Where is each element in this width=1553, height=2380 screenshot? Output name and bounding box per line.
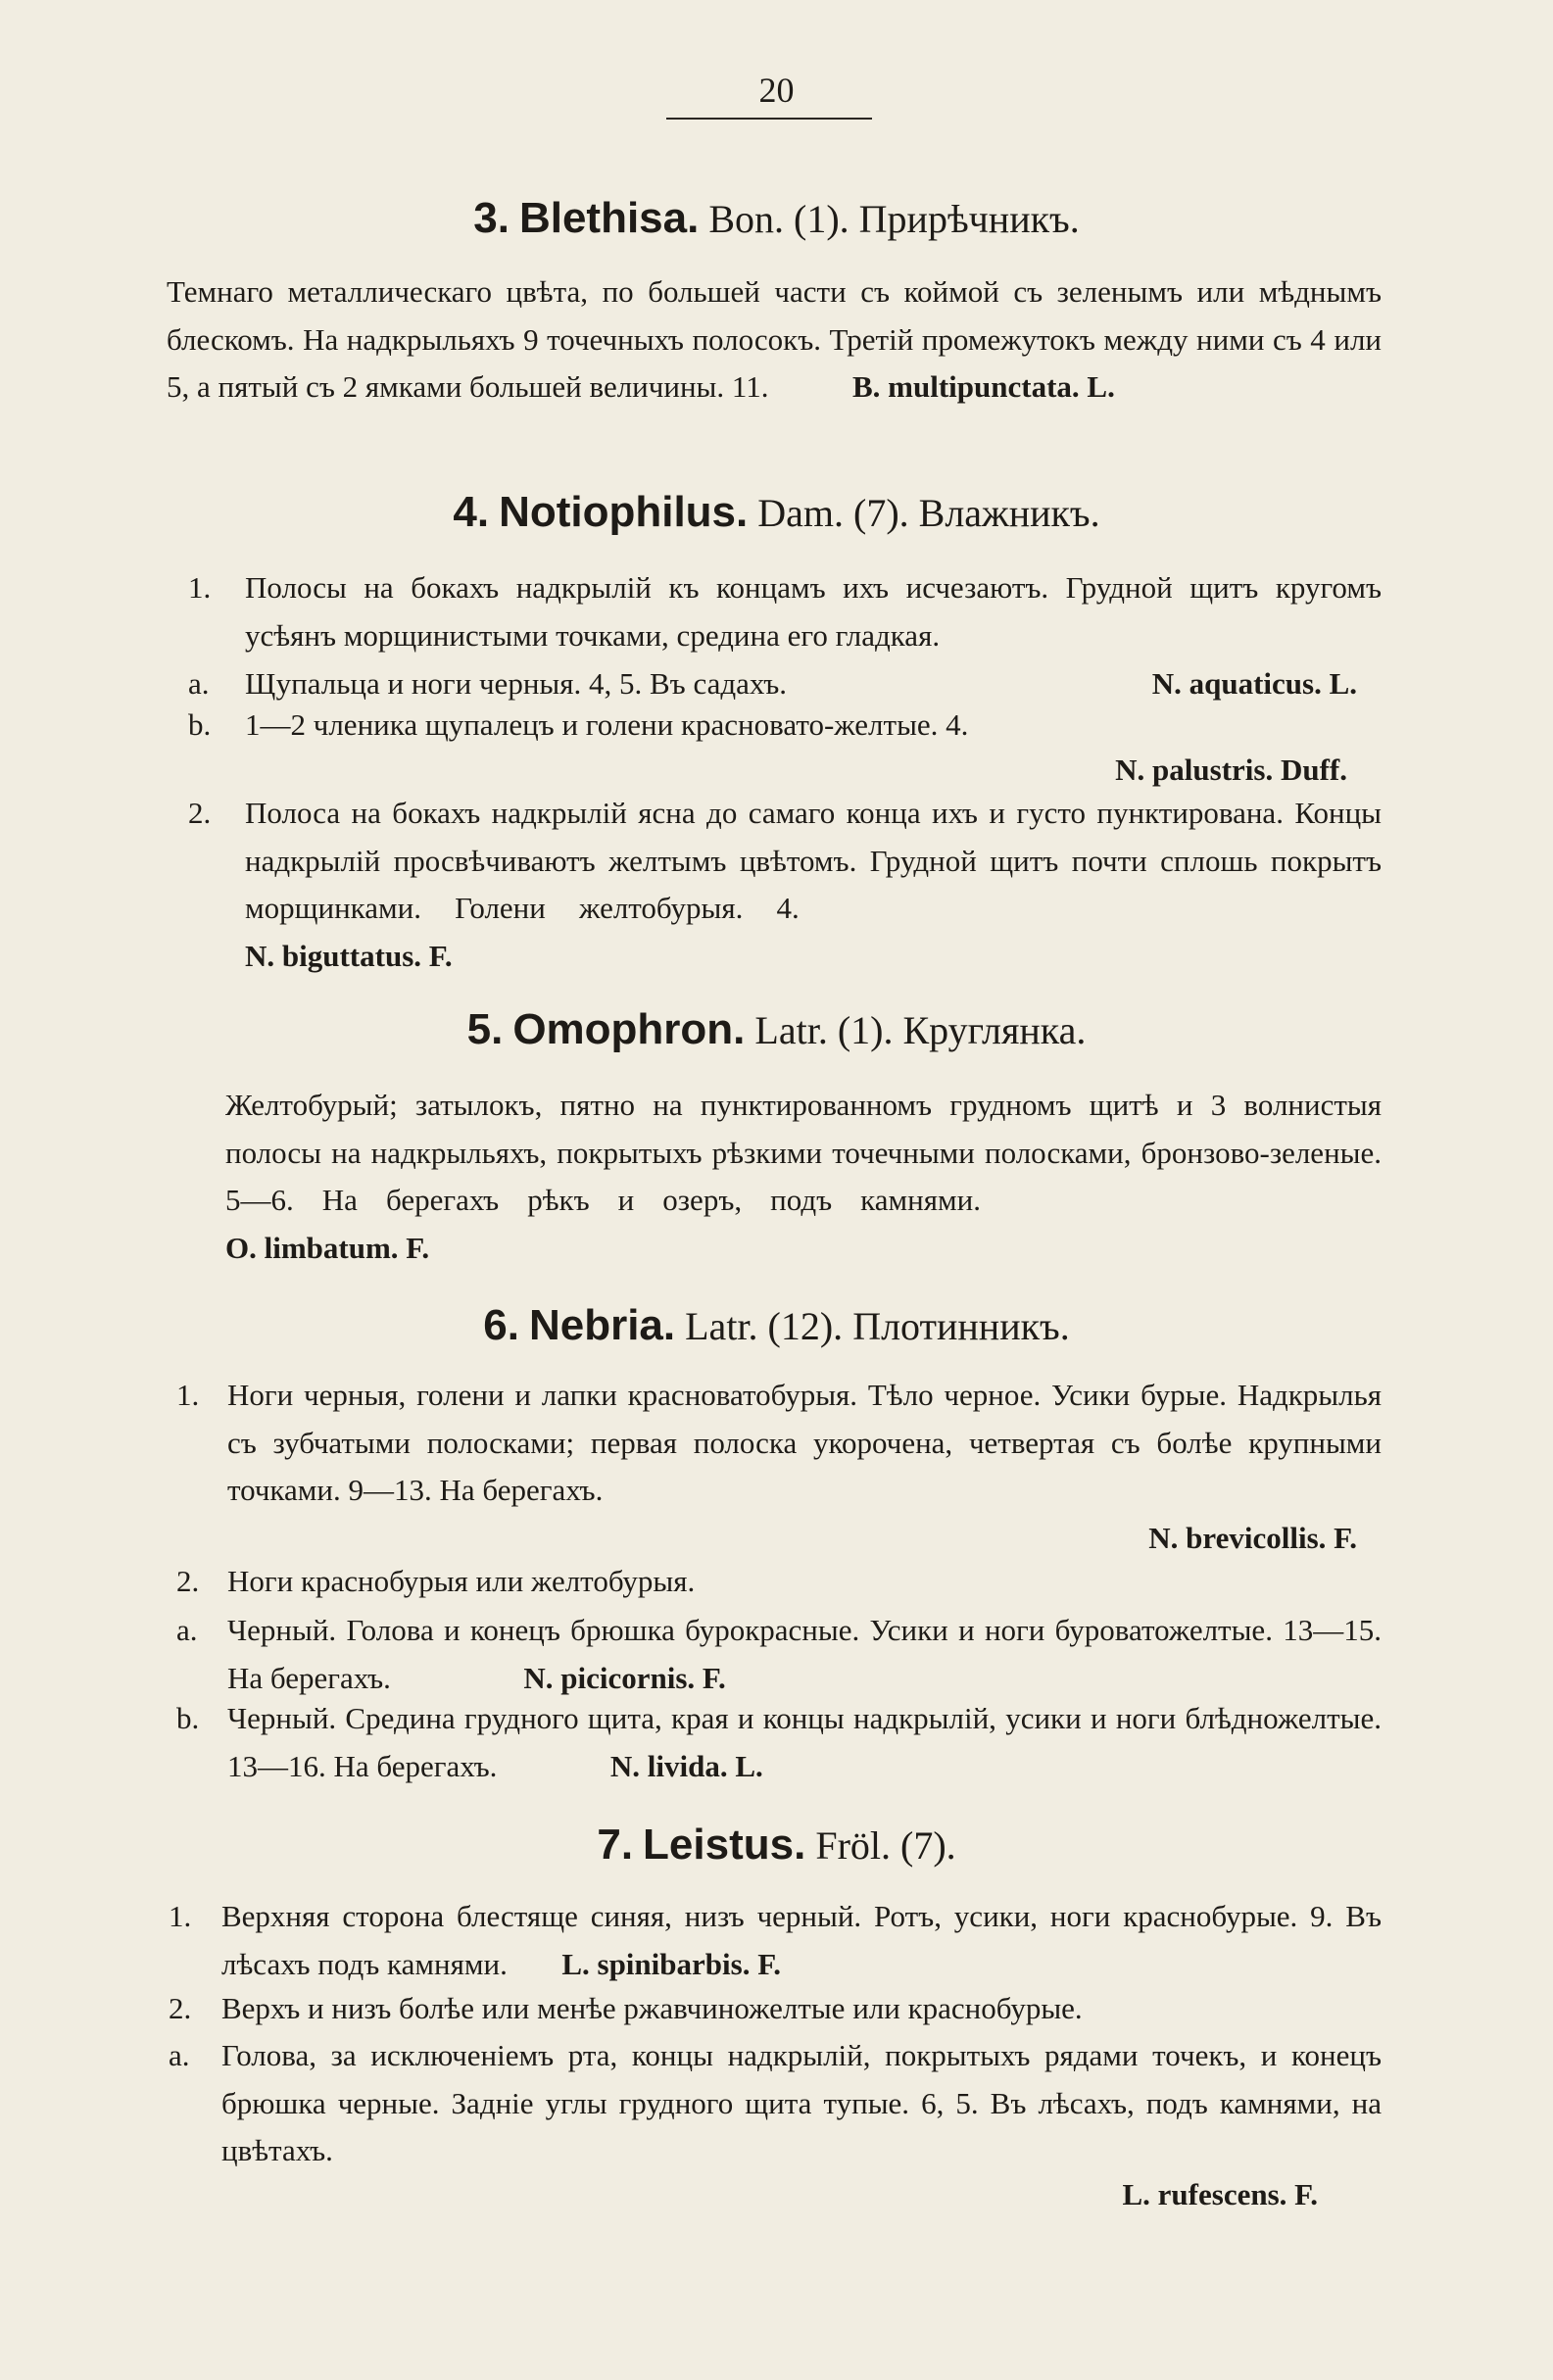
- entry-text: [167, 268, 1382, 412]
- entry-body: Полоса на бокахъ надкрылій ясна до самаго конца ихъ и густо пунктирована. Концы надкрылій просвѣчиваютъ желтымъ цвѣтомъ. Грудной щитъ почти сплошь покрытъ морщинками. Голени желтобурыя. 4.: [245, 796, 1382, 926]
- entry-text: Ноги черныя, голени и лапки красноватобурыя. Тѣло черное. Усики бурые. Надкрылья съ зубчатыми полосками; первая полоска укорочена, четвертая съ болѣе крупными точками. 9—13. На берегахъ.: [227, 1378, 1382, 1508]
- species-name: O. limbatum. F.: [225, 1230, 430, 1265]
- genus-author: Latr. (12).: [685, 1304, 844, 1348]
- entry-mark: 1.: [176, 1378, 200, 1412]
- entry-body: Черный. Голова и конецъ брюшка бурокрасные. Усики и ноги буроватожелтые. 13—15. На берегахъ.: [227, 1613, 1382, 1695]
- entry-body: Темнаго металлическаго цвѣта, по большей части съ коймой съ зеленымъ или мѣднымъ блескомъ. На надкрыльяхъ 9 точечныхъ полосокъ. Третій промежутокъ между ними съ 4 или 5, а пятый съ 2 ямками большей величины. 11.: [167, 274, 1382, 405]
- section-number: 4.: [453, 488, 490, 536]
- russian-name: Круглянка.: [902, 1008, 1087, 1052]
- section-heading-leistus: [0, 1819, 1553, 1872]
- genus-name: Blethisa.: [518, 194, 700, 242]
- section-heading-notiophilus: [0, 486, 1553, 540]
- entry-text: 1—2 членика щупалецъ и голени красновато-желтые. 4.: [245, 707, 969, 742]
- genus-author: Dam. (7).: [757, 491, 909, 535]
- entry-mark: 2.: [188, 796, 212, 830]
- entry-text: [221, 1893, 1382, 1988]
- entry-text: Полосы на бокахъ надкрылій къ концамъ ихъ исчезаютъ. Грудной щитъ кругомъ усѣянъ морщинистыми точками, средина его гладкая.: [245, 570, 1382, 653]
- species-name: L. spinibarbis. F.: [561, 1946, 782, 1981]
- entry-mark: 2.: [176, 1564, 200, 1598]
- entry-mark: a.: [176, 1613, 198, 1647]
- entry-text: [245, 790, 1382, 980]
- genus-author: Fröl. (7).: [815, 1823, 956, 1868]
- genus-author: Bon. (1).: [708, 197, 849, 241]
- entry-text: Голова, за исключеніемъ рта, концы надкрылій, покрытыхъ рядами точекъ, и конецъ брюшка черные. Задніе углы грудного щита тупые. 6, 5. Въ лѣсахъ, подъ камнями, на цвѣтахъ.: [221, 2038, 1382, 2168]
- species-name: L. rufescens. F.: [1122, 2177, 1318, 2211]
- genus-name: Nebria.: [528, 1301, 676, 1349]
- species-name: N. picicornis. F.: [523, 1660, 726, 1695]
- russian-name: Влажникъ.: [918, 491, 1100, 535]
- species-name: N. brevicollis. F.: [1148, 1521, 1357, 1555]
- entry-mark: 2.: [169, 1991, 192, 2025]
- species-name: N. aquaticus. L.: [1151, 666, 1357, 701]
- entry-text: Верхъ и низъ болѣе или менѣе ржавчиножелтые или краснобурые.: [221, 1991, 1083, 2025]
- section-heading-nebria: [0, 1299, 1553, 1353]
- section-number: 3.: [473, 194, 510, 242]
- entry-mark: a.: [188, 666, 210, 701]
- species-name: N. palustris. Duff.: [1115, 753, 1347, 787]
- genus-name: Omophron.: [512, 1005, 746, 1053]
- species-name: N. livida. L.: [609, 1748, 763, 1783]
- entry-text: Щупальца и ноги черныя. 4, 5. Въ садахъ.: [245, 666, 787, 701]
- entry-mark: a.: [169, 2038, 190, 2072]
- entry-text: [225, 1082, 1382, 1272]
- entry-body: Верхняя сторона блестяще синяя, низъ черный. Ротъ, усики, ноги краснобурые. 9. Въ лѣсахъ подъ камнями.: [221, 1899, 1382, 1981]
- entry-text: [227, 1695, 1382, 1790]
- section-number: 7.: [597, 1821, 634, 1869]
- entry-text: Ноги краснобурыя или желтобурыя.: [227, 1564, 696, 1598]
- russian-name: Плотинникъ.: [852, 1304, 1070, 1348]
- page-number-rule: [666, 118, 872, 120]
- genus-author: Latr. (1).: [754, 1008, 894, 1052]
- species-name: B. multipunctata. L.: [851, 369, 1115, 405]
- section-number: 6.: [483, 1301, 519, 1349]
- section-heading-omophron: [0, 1003, 1553, 1057]
- section-number: 5.: [466, 1005, 504, 1053]
- russian-name: Прирѣчникъ.: [858, 197, 1080, 241]
- entry-body: Черный. Средина грудного щита, края и концы надкрылій, усики и ноги блѣдножелтые. 13—16. На берегахъ.: [227, 1701, 1382, 1783]
- entry-mark: b.: [176, 1701, 200, 1735]
- species-name: N. biguttatus. F.: [245, 938, 453, 973]
- entry-body: Желтобурый; затылокъ, пятно на пунктированномъ грудномъ щитѣ и 3 волнистыя полосы на надкрыльяхъ, покрытыхъ рѣзкими точечными полосками, бронзово-зеленые. 5—6. На берегахъ рѣкъ и озеръ, подъ камнями.: [225, 1088, 1382, 1218]
- entry-mark: b.: [188, 707, 212, 742]
- section-heading-blethisa: [0, 192, 1553, 246]
- entry-mark: 1.: [188, 570, 212, 605]
- genus-name: Notiophilus.: [499, 488, 749, 536]
- genus-name: Leistus.: [643, 1821, 806, 1869]
- entry-mark: 1.: [169, 1899, 192, 1933]
- entry-text: [227, 1607, 1382, 1702]
- page-number: 20: [758, 71, 795, 110]
